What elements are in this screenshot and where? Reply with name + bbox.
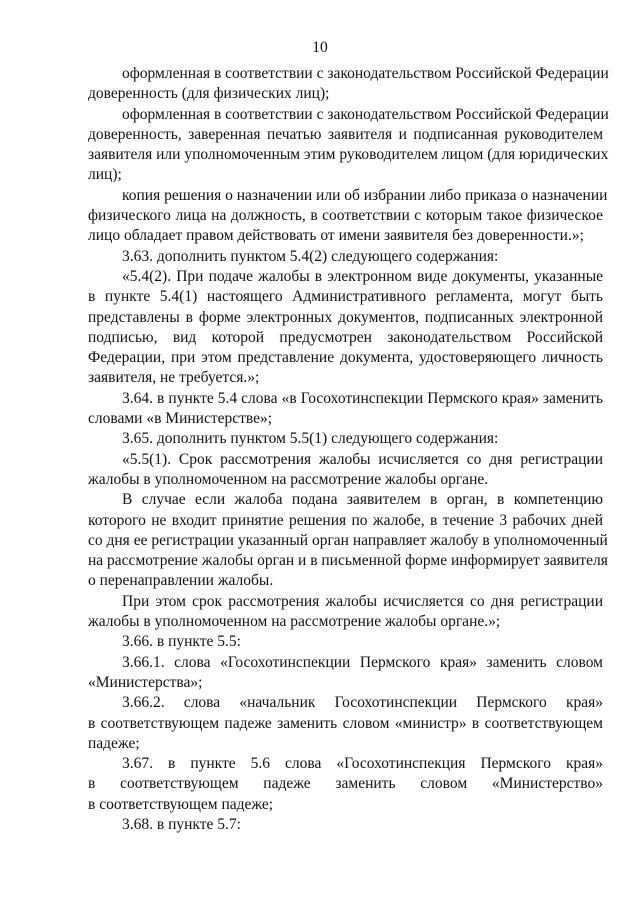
paragraph-line: 3.66.1. слова «Госохотинспекции Пермского края» заменить словом [122, 653, 603, 671]
paragraph [88, 64, 609, 105]
paragraph [88, 105, 609, 186]
paragraph-line: в соответствующем падеже; [88, 795, 274, 813]
paragraph-line: оформленная в соответствии с законодательством Российской Федерации [122, 65, 609, 82]
paragraph [88, 693, 603, 754]
paragraph-line: падеже; [88, 734, 140, 752]
paragraph-line: «5.4(2). При подаче жалобы в электронном виде документы, указанные [122, 267, 603, 285]
paragraph-line: в пункте 5.4(1) настоящего Административного регламента, могут быть [88, 288, 603, 306]
paragraph-line: лицо обладает правом действовать от имени заявителя без доверенности.»; [88, 227, 584, 245]
paragraph-line: заявителя или уполномоченным этим руководителем лицом (для юридических [88, 146, 609, 164]
paragraph-line: которого не входит принятие решения по жалобе, в течение 3 рабочих дней [88, 511, 603, 529]
paragraph-line: Федерации, при этом представление документа, удостоверяющего личность [88, 349, 603, 367]
paragraph [88, 429, 603, 449]
paragraph [88, 592, 603, 633]
paragraph-line: жалобы в уполномоченном на рассмотрение жалобы органе. [88, 470, 489, 488]
paragraph-line: оформленная в соответствии с законодательством Российской Федерации [122, 105, 609, 123]
paragraph-line: доверенность (для физических лиц); [88, 85, 330, 103]
paragraph-line: представлены в форме электронных документов, подписанных электронной [88, 308, 603, 326]
paragraph-line: 3.68. в пункте 5.7: [122, 815, 241, 833]
paragraph [88, 815, 603, 835]
paragraph [88, 632, 603, 652]
paragraph [88, 450, 603, 491]
paragraph [88, 267, 603, 389]
paragraph [88, 754, 603, 815]
paragraph-line: заявителя, не требуется.»; [88, 369, 260, 387]
document-body [88, 64, 609, 835]
page-number: 10 [312, 39, 328, 56]
paragraph-line: в соответствующем падеже заменить словом «министр» в соответствующем [88, 714, 603, 732]
paragraph-line: 3.67. в пункте 5.6 слова «Госохотинспекция Пермского края» [122, 755, 603, 773]
paragraph-line: в соответствующем падеже заменить словом «Министерство» [88, 775, 603, 793]
paragraph-line: жалобы в уполномоченном на рассмотрение жалобы органе.»; [88, 613, 501, 631]
paragraph-line: «5.5(1). Срок рассмотрения жалобы исчисляется со дня регистрации [122, 450, 603, 468]
paragraph-line: 3.64. в пункте 5.4 слова «в Госохотинспекции Пермского края» заменить [122, 389, 603, 407]
paragraph-line: доверенность, заверенная печатью заявителя и подписанная руководителем [88, 125, 603, 143]
paragraph-line: лиц); [88, 166, 122, 184]
paragraph-line: со дня ее регистрации указанный орган направляет жалобу в уполномоченный [88, 531, 608, 549]
paragraph [88, 186, 608, 247]
paragraph-line: копия решения о назначении или об избрании либо приказа о назначении [122, 186, 608, 204]
paragraph-line: При этом срок рассмотрения жалобы исчисляется со дня регистрации [122, 592, 603, 610]
paragraph-line: 3.65. дополнить пунктом 5.5(1) следующего содержания: [122, 430, 499, 448]
paragraph [88, 653, 603, 694]
paragraph [88, 247, 603, 267]
paragraph-line: о перенаправлении жалобы. [88, 572, 274, 590]
paragraph-line: В случае если жалоба подана заявителем в орган, в компетенцию [122, 491, 603, 509]
paragraph-line: 3.66.2. слова «начальник Госохотинспекции Пермского края» [122, 694, 603, 712]
paragraph-line: на рассмотрение жалобы орган и в письменной форме информирует заявителя [88, 552, 608, 570]
paragraph-line: 3.66. в пункте 5.5: [122, 633, 241, 651]
paragraph-line: «Министерства»; [88, 673, 203, 691]
paragraph [88, 490, 608, 591]
paragraph [88, 389, 603, 430]
paragraph-line: словами «в Министерстве»; [88, 410, 273, 428]
paragraph-line: 3.63. дополнить пунктом 5.4(2) следующего содержания: [122, 247, 499, 265]
paragraph-line: физического лица на должность, в соответствии с которым такое физическое [88, 207, 603, 225]
paragraph-line: подписью, вид которой предусмотрен законодательством Российской [88, 328, 603, 346]
